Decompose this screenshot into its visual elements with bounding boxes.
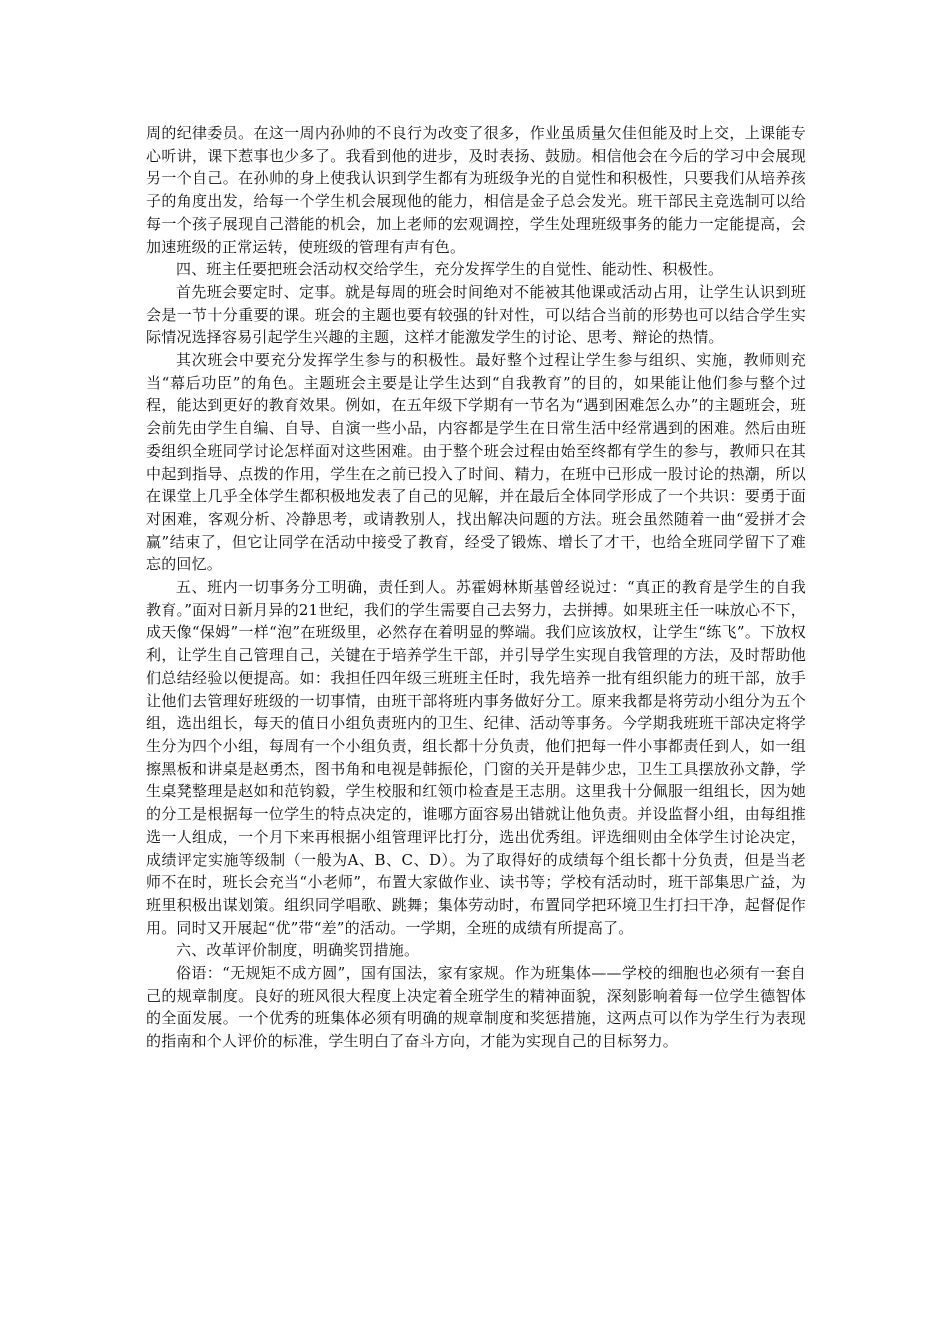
paragraph-section-5: 五、班内一切事务分工明确，责任到人。苏霍姆林斯基曾经说过：“真正的教育是学生的自我教育。”面对日新月异的21世纪，我们的学生需要自己去努力，去拼搏。如果班主任一味放心不下，成天像“保姆”一样“泡”在班级里，必然存在着明显的弊端。我们应该放权，让学生“练飞”。下放权利，让学生自己管理自己，关键在于培养学生干部，并引导学生实现自我管理的方法，及时帮助他们总结经验以便提高。如：我担任四年级三班班主任时，我先培养一批有组织能力的班干部，放手让他们去管理好班级的一切事情，由班干部将班内事务做好分工。原来我都是将劳动小组分为五个组，选出组长，每天的值日小组负责班内的卫生、纪律、活动等事务。今学期我班班干部决定将学生分为四个小组，每周有一个小组负责，组长都十分负责，他们把每一件小事都责任到人，如一组擦黑板和讲桌是赵勇杰，图书角和电视是韩振伦，门窗的关开是韩少忠，卫生工具摆放孙文静，学生桌凳整理是赵如和范钧毅，学生校服和红领巾检查是王志朋。这里我十分佩服一组组长，因为她的分工是根据每一位学生的特点决定的，谁哪方面容易出错就让他负责。并设监督小组，由每组推选一人组成，一个月下来再根据小组管理评比打分，选出优秀组。评选细则由全体学生讨论决定，成绩评定实施等级制（一般为A、B、C、D）。为了取得好的成绩每个组长都十分负责，但是当老师不在时，班长会充当“小老师”，布置大家做作业、读书等；学校有活动时，班干部集思广益，为班里积极出谋划策。组织同学唱歌、跳舞；集体劳动时，布置同学把环境卫生打扫干净，起督促作用。同时又开展起“优”带“差”的活动。一学期，全班的成绩有所提高了。 — [146, 578, 806, 937]
section-heading-4: 四、班主任要把班会活动权交给学生，充分发挥学生的自觉性、能动性、积极性。 — [176, 260, 724, 279]
paragraph: 其次班会中要充分发挥学生参与的积极性。最好整个过程让学生参与组织、实施，教师则充当“幕后功臣”的角色。主题班会主要是让学生达到“自我教育”的目的，如果能让他们参与整个过程，能达到更好的教育效果。例如，在五年级下学期有一节名为“遇到困难怎么办”的主题班会，班会前先由学生自编、自导、自演一些小品，内容都是学生在日常生活中经常遇到的困难。然后由班委组织全班同学讨论怎样面对这些困难。由于整个班会过程由始至终都有学生的参与，教师只在其中起到指导、点拨的作用，学生在之前已投入了时间、精力，在班中已形成一股讨论的热潮，所以在课堂上几乎全体学生都积极地发表了自己的见解，并在最后全体同学形成了一个共识：要勇于面对困难，客观分析、冷静思考，或请教别人，找出解决问题的方法。班会虽然随着一曲“爱拼才会赢”结束了，但它让同学在活动中接受了教育，经受了锻炼、增长了才干，也给全班同学留下了难忘的回忆。 — [146, 351, 806, 574]
paragraph: 俗语：“无规矩不成方圆”，国有国法，家有家规。作为班集体——学校的细胞也必须有一套自己的规章制度。良好的班风很大程度上决定着全班学生的精神面貌，深刻影响着每一位学生德智体的全面发展。一个优秀的班集体必须有明确的规章制度和奖惩措施，这两点可以作为学生行为表现的指南和个人评价的标准，学生明白了奋斗方向，才能为实现自己的目标努力。 — [146, 964, 806, 1051]
paragraph: 首先班会要定时、定事。就是每周的班会时间绝对不能被其他课或活动占用，让学生认识到班会是一节十分重要的课。班会的主题也要有较强的针对性，可以结合当前的形势也可以结合学生实际情况选择容易引起学生兴趣的主题，这样才能激发学生的讨论、思考、辩论的热情。 — [146, 282, 806, 347]
paragraph-continued: 周的纪律委员。在这一周内孙帅的不良行为改变了很多，作业虽质量欠佳但能及时上交，上课能专心听讲，课下惹事也少多了。我看到他的进步，及时表扬、鼓励。相信他会在今后的学习中会展现另一个自己。在孙帅的身上使我认识到学生都有为班级争光的自觉性和积极性，只要我们从培养孩子的角度出发，给每一个学生机会展现他的能力，相信是金子总会发光。班干部民主竞选制可以给每一个孩子展现自己潜能的机会，加上老师的宏观调控，学生处理班级事务的能力一定能提高，会加速班级的正常运转，使班级的管理有声有色。 — [146, 124, 806, 256]
document-body — [146, 122, 806, 1053]
section-heading-6: 六、改革评价制度，明确奖罚措施。 — [176, 941, 420, 960]
